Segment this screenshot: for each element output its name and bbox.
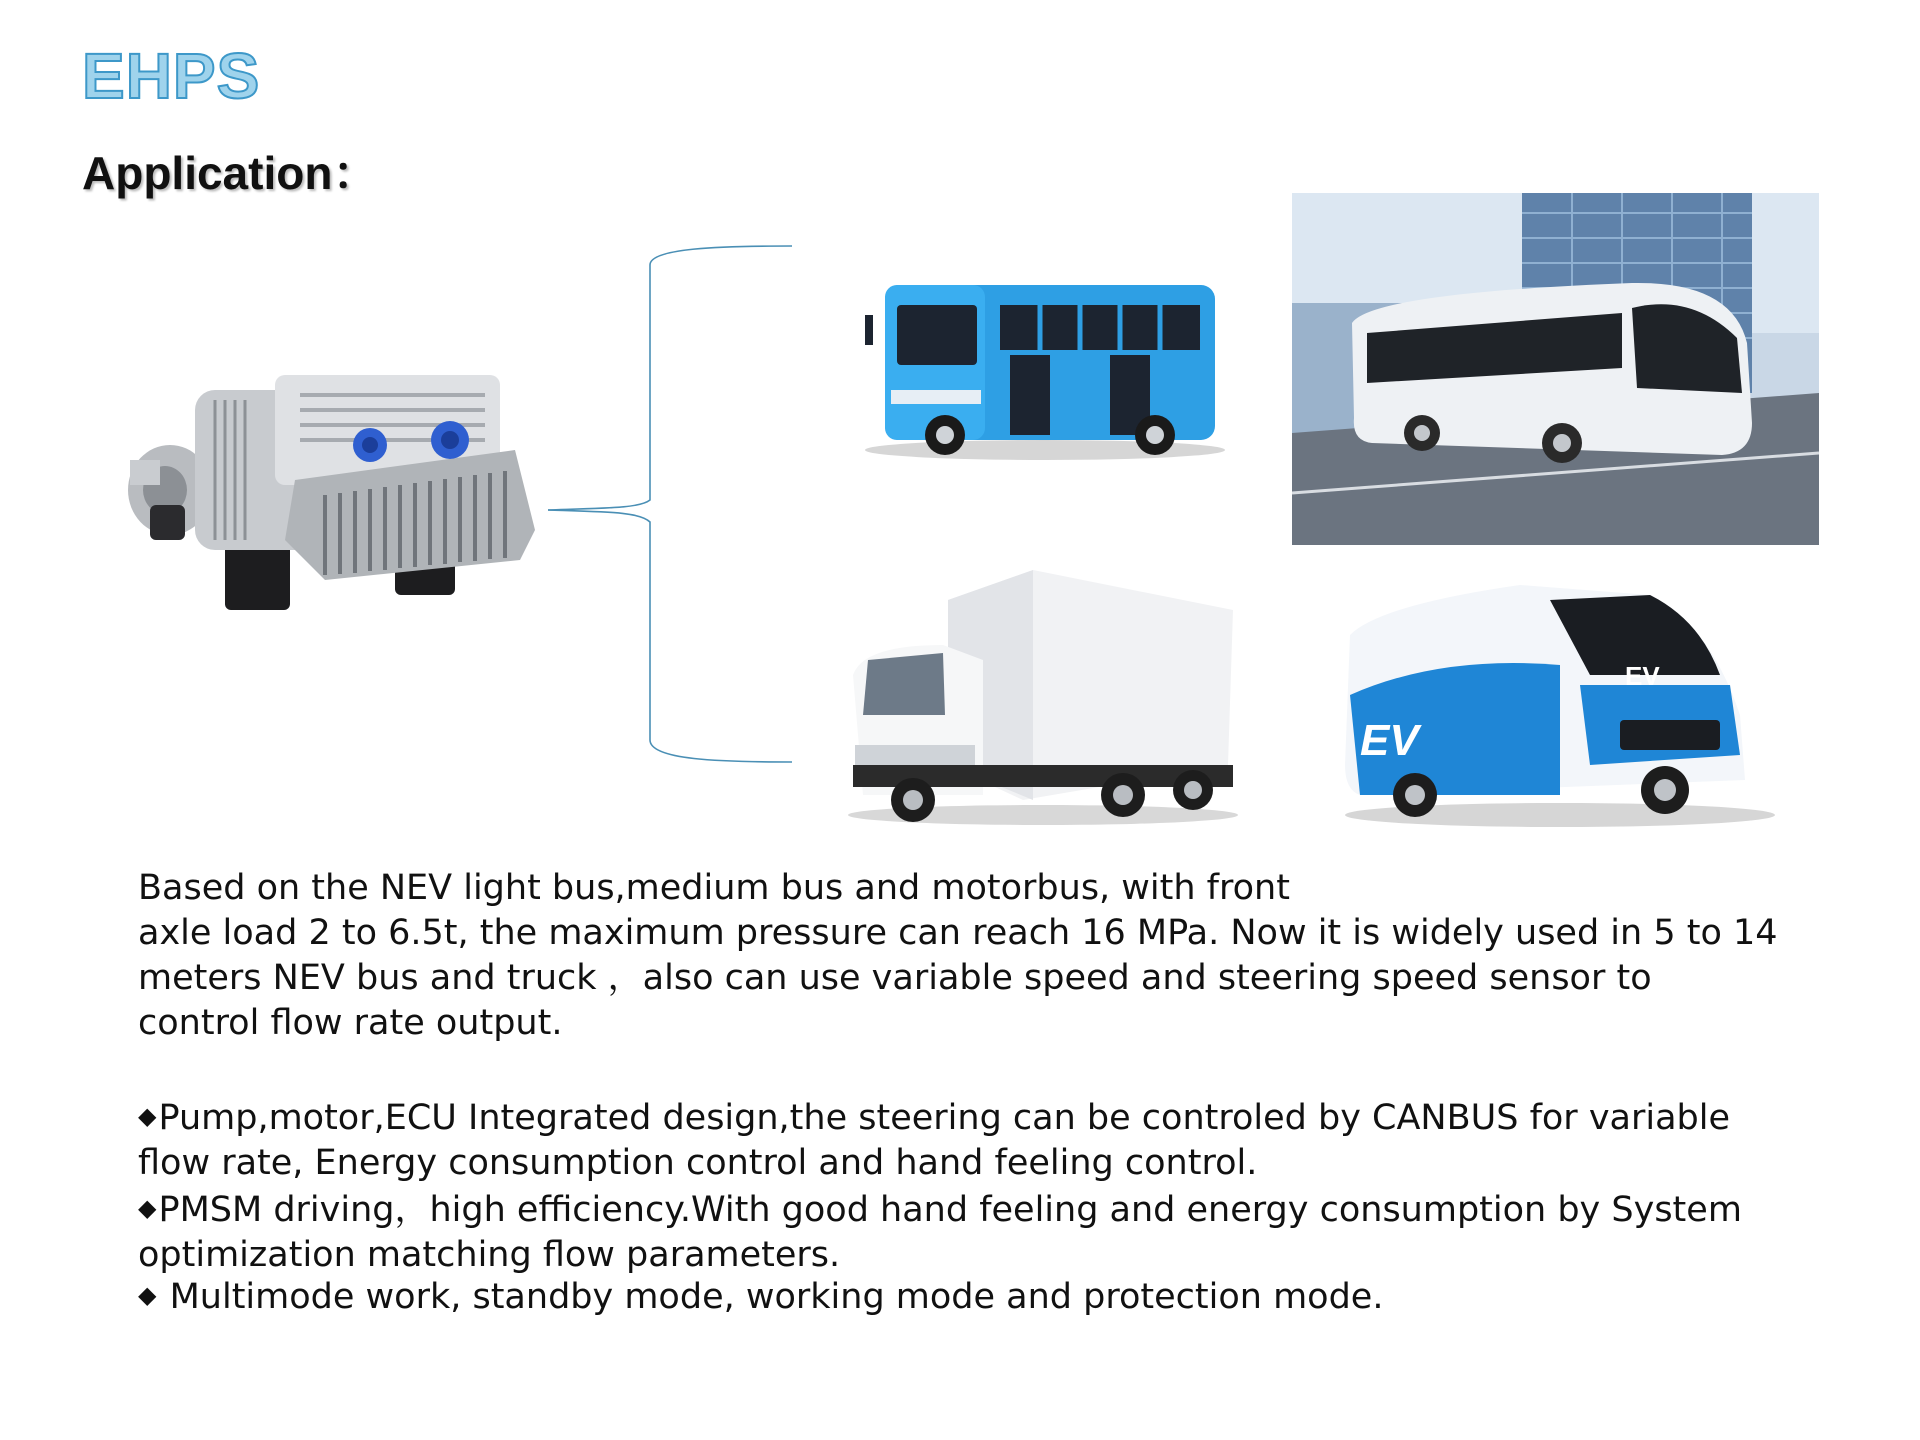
blue-bus-photo <box>855 270 1230 470</box>
svg-text:EV: EV <box>1625 661 1660 691</box>
box-truck-photo <box>833 565 1248 835</box>
brand-logo-text: EHPS <box>82 40 261 112</box>
intro-line-1: Based on the NEV light bus,medium bus and motorbus, with front <box>138 868 1290 908</box>
diamond-bullet-icon: ◆ <box>138 1194 157 1222</box>
electric-bus-photo <box>1292 193 1819 545</box>
feature-list <box>138 1094 1778 1317</box>
feature-bullet: ◆PMSM driving，high efficiency.With good hand feeling and energy consumption by System optimization matching flow parameters. <box>138 1190 1742 1275</box>
diamond-bullet-icon: ◆ <box>138 1281 157 1309</box>
ev-van-photo <box>1320 565 1780 835</box>
feature-bullet: ◆ Multimode work, standby mode, working mode and protection mode. <box>138 1277 1384 1317</box>
svg-text:EV: EV <box>1360 716 1419 765</box>
ehps-unit-photo <box>125 340 555 640</box>
intro-line-2: axle load 2 to 6.5t, the maximum pressure can reach 16 MPa. Now it is widely used in 5 to 14 meters NEV bus and truck ，also can use variable speed and steering speed sensor to control flow rate output. <box>138 913 1778 1043</box>
description-text <box>138 866 1778 1317</box>
bracket-connector <box>540 240 800 780</box>
diamond-bullet-icon: ◆ <box>138 1102 157 1130</box>
page-heading: Application： <box>82 147 379 199</box>
feature-bullet: ◆Pump,motor,ECU Integrated design,the steering can be controled by CANBUS for variable flow rate, Energy consumption control and hand feeling control. <box>138 1098 1731 1183</box>
